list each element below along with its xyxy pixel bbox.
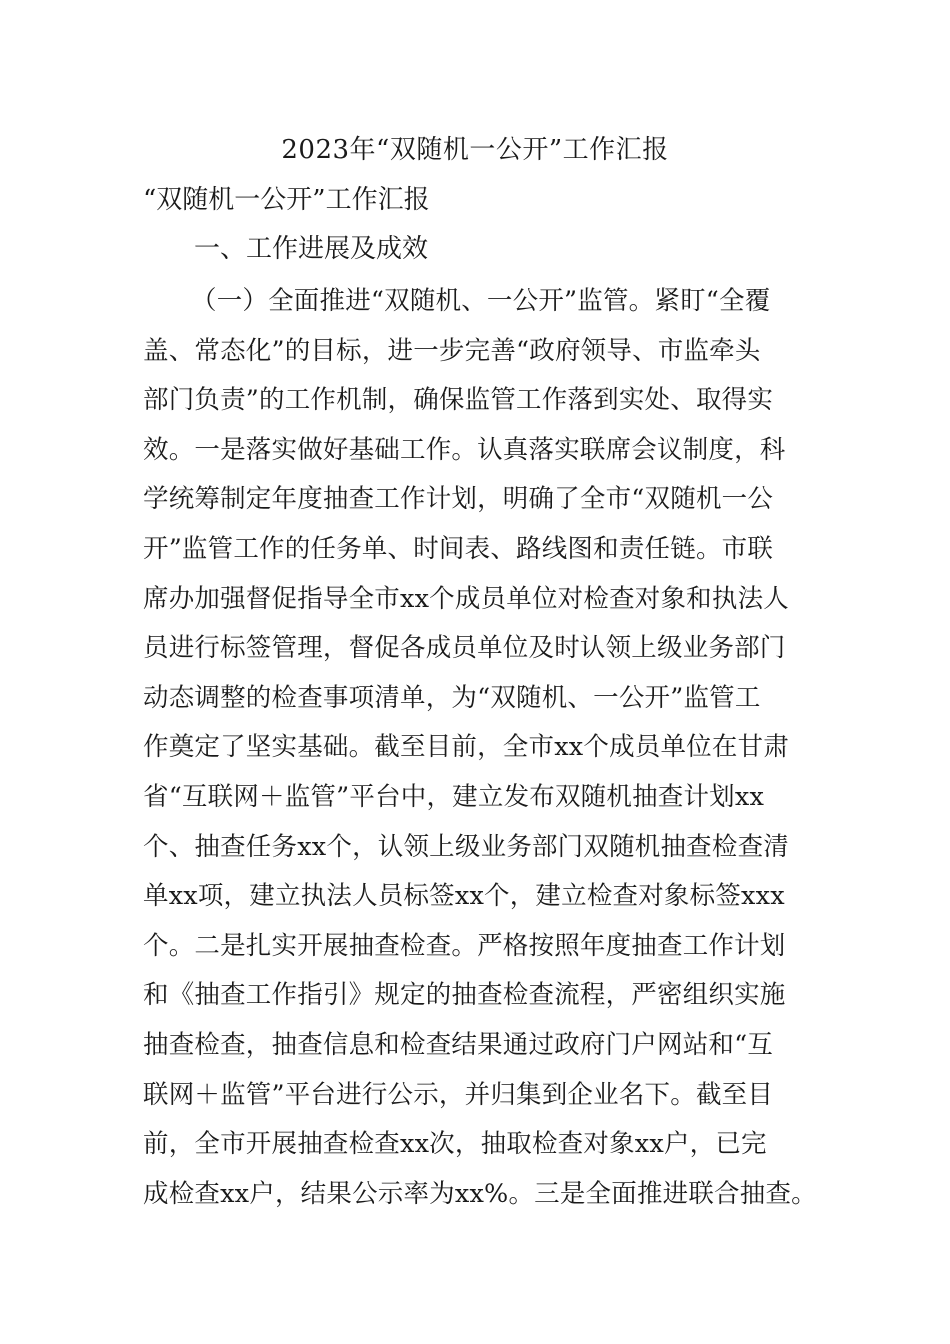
paragraph-line: 省“互联网＋监管”平台中，建立发布双随机抽查计划xx (143, 781, 765, 812)
paragraph-line: 学统筹制定年度抽查工作计划，明确了全市“双随机一公 (143, 484, 774, 515)
body-paragraph (143, 281, 843, 1223)
paragraph-line: 单xx项，建立执法人员标签xx个，建立检查对象标签xxx (143, 881, 785, 912)
paragraph-line: （一）全面推进“双随机、一公开”监管。紧盯“全覆 (191, 286, 771, 316)
paragraph-line: 联网＋监管”平台进行公示，并归集到企业名下。截至目 (143, 1079, 774, 1110)
paragraph-line: 和《抽查工作指引》规定的抽查检查流程，严密组织实施 (143, 980, 786, 1011)
paragraph-line: 前，全市开展抽查检查xx次，抽取检查对象xx户，已完 (143, 1129, 767, 1160)
paragraph-line: 动态调整的检查事项清单，为“双随机、一公开”监管工 (143, 682, 761, 713)
paragraph-line: 席办加强督促指导全市xx个成员单位对检查对象和执法人 (143, 583, 789, 614)
paragraph-line: 效。一是落实做好基础工作。认真落实联席会议制度，科 (143, 434, 786, 465)
paragraph-line: 盖、常态化”的目标，进一步完善“政府领导、市监牵头 (143, 335, 761, 366)
section-heading: 一、工作进展及成效 (194, 234, 429, 264)
paragraph-line: 个。二是扎实开展抽查检查。严格按照年度抽查工作计划 (143, 930, 786, 961)
paragraph-line: 成检查xx户，结果公示率为xx%。三是全面推进联合抽查。 (143, 1178, 817, 1209)
paragraph-line: 作奠定了坚实基础。截至目前，全市xx个成员单位在甘肃 (143, 732, 789, 763)
paragraph-line: 个、抽查任务xx个，认领上级业务部门双随机抽查检查清 (143, 831, 789, 862)
paragraph-line: 部门负责”的工作机制，确保监管工作落到实处、取得实 (143, 385, 774, 416)
paragraph-line: 开”监管工作的任务单、时间表、路线图和责任链。市联 (143, 533, 774, 564)
paragraph-line: 员进行标签管理，督促各成员单位及时认领上级业务部门 (143, 633, 786, 664)
document-subtitle: “双随机一公开”工作汇报 (143, 185, 430, 215)
paragraph-line: 抽查检查，抽查信息和检查结果通过政府门户网站和“互 (143, 1029, 774, 1060)
document-title: 2023年“双随机一公开”工作汇报 (281, 135, 669, 165)
